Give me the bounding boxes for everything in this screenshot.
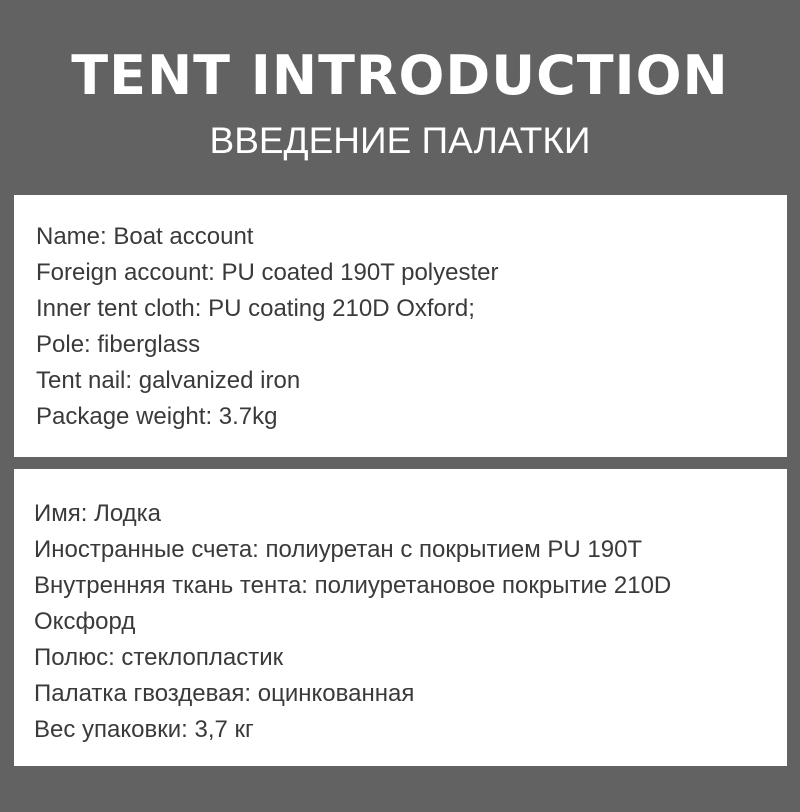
spec-inner-tent-cloth-ru: Внутренняя ткань тента: полиуретановое покрытие 210D Оксфорд xyxy=(34,572,672,635)
spec-tent-nail: Tent nail: galvanized iron xyxy=(36,367,301,394)
title-russian: ВВЕДЕНИЕ ПАЛАТКИ xyxy=(209,120,591,161)
spec-foreign-account-ru: Иностранные счета: полиуретан с покрытием PU 190T xyxy=(34,536,643,563)
spec-inner-tent-cloth: Inner tent cloth: PU coating 210D Oxford; xyxy=(36,295,475,322)
header xyxy=(0,0,800,195)
spec-foreign-account: Foreign account: PU coated 190T polyester xyxy=(36,259,499,286)
spec-tent-nail-ru: Палатка гвоздевая: оцинкованная xyxy=(34,680,415,707)
spec-package-weight-ru: Вес упаковки: 3,7 кг xyxy=(34,716,254,743)
spec-name-ru: Имя: Лодка xyxy=(34,500,162,527)
specs-panel-english xyxy=(14,195,787,457)
specs-panel-russian xyxy=(14,469,787,766)
spec-pole-ru: Полюс: стеклопластик xyxy=(34,644,284,671)
spec-pole: Pole: fiberglass xyxy=(36,331,201,358)
spec-name: Name: Boat account xyxy=(36,223,254,250)
spec-package-weight: Package weight: 3.7kg xyxy=(36,403,278,430)
title-english: TENT INTRODUCTION xyxy=(71,44,729,107)
